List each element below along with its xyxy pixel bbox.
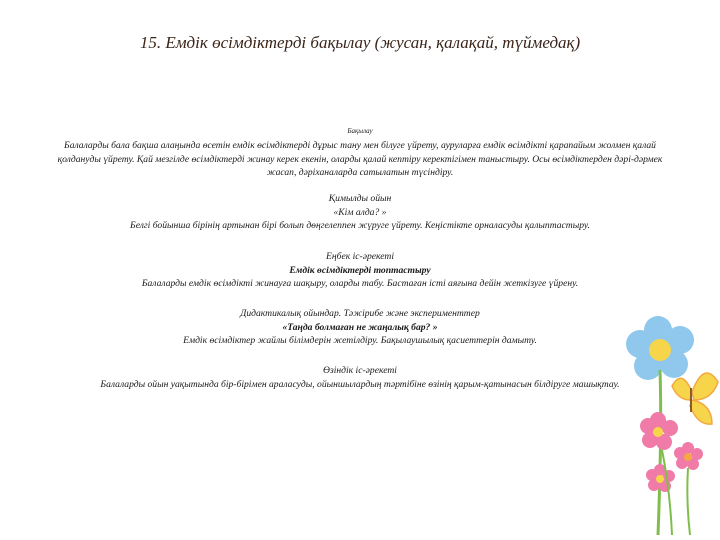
labor-block	[50, 250, 670, 291]
labor-heading: Еңбек іс-әрекеті	[326, 251, 394, 262]
flower-decoration	[600, 300, 720, 540]
game-name: «Кім алда? »	[333, 206, 387, 218]
independent-block	[50, 364, 670, 391]
didactic-heading: Дидактикалық ойындар. Тәжірибе және эксперименттер	[240, 308, 480, 319]
labor-name: Емдік өсімдіктерді топтастыру	[289, 264, 431, 276]
game-block	[50, 192, 670, 233]
labor-text: Балаларды емдік өсімдікті жинауға шақыру, оларды табу. Бастаған істі аяғына дейін жеткізуге үйрену.	[141, 278, 579, 289]
game-text: Белгі бойынша бірінің артынан бірі болып дөңгелеппен жүруге үйрету. Кеңістікте орналасуды қалыптастыру.	[130, 220, 590, 231]
flower-icon	[640, 412, 678, 450]
flower-icon	[674, 442, 703, 470]
game-heading: Қимылды ойын	[328, 193, 392, 204]
didactic-block	[50, 307, 670, 348]
didactic-name: «Таңда болмаған не жаңалық бар? »	[282, 321, 438, 333]
section-label: Бақылау	[347, 127, 373, 135]
page-title: 15. Емдік өсімдіктерді бақылау (жусан, қалақай, түймедақ)	[139, 33, 581, 52]
independent-text: Балаларды ойын уақытында бір-бірімен араласуды, ойыншылардың тәртібіне өзінің қарым-қатынасын білдіруге машықтау.	[100, 378, 620, 390]
observation-text: Балаларды бала бақша алаңында өсетін емдік өсімдіктерді дұрыс тану мен білуге үйрету, ауруларға емдік өсімдікті қарапайым жолмен қалай қолдануды үйрету. Қай мезгілде өсімдіктерді жинау керек екенін, оларды қалай кептіру керектігімен таныстыру. Осы өсімдіктерден дәрі-дәрмек жасап, дәріханаларда сатылатын түсіндіру.	[57, 140, 663, 178]
butterfly-icon	[672, 373, 718, 424]
flower-icon	[646, 464, 675, 492]
observation-block	[50, 139, 670, 180]
didactic-text: Емдік өсімдіктер жайлы білімдерін жетілдіру. Бақылаушылық қасиеттерін дамыту.	[183, 335, 537, 346]
independent-heading: Өзіндік іс-әрекеті	[323, 365, 397, 376]
